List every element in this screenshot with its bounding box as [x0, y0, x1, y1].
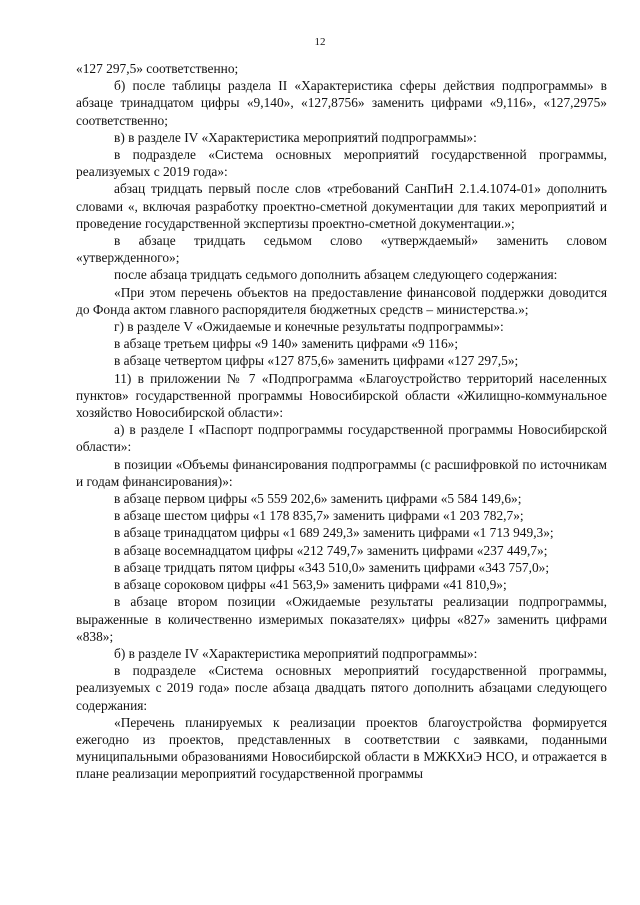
paragraph: 11) в приложении № 7 «Подпрограмма «Благоустройство территорий населенных пунктов» государственной программы Новосибирской области «Жилищно-коммунальное хозяйство Новосибирской области»:	[76, 370, 607, 421]
paragraph: в абзаце тридцать пятом цифры «343 510,0» заменить цифрами «343 757,0»;	[114, 559, 550, 575]
page-number: 12	[314, 36, 326, 48]
paragraph: в подразделе «Система основных мероприятий государственной программы, реализуемых с 2019 года»:	[76, 147, 607, 180]
paragraph: «127 297,5» соответственно;	[76, 61, 239, 76]
paragraph: в абзаце шестом цифры «1 178 835,7» заменить цифрами «1 203 782,7»;	[114, 508, 524, 524]
paragraph: в абзаце сороковом цифры «41 563,9» заменить цифрами «41 810,9»;	[114, 577, 507, 593]
paragraph: в абзаце тридцать седьмом слово «утверждаемый» заменить словом «утвержденного»;	[76, 233, 607, 266]
paragraph: б) в разделе IV «Характеристика мероприятий подпрограммы»:	[114, 645, 478, 661]
paragraph: в позиции «Объемы финансирования подпрограммы (с расшифровкой по источникам и годам финансирования)»:	[76, 456, 607, 489]
paragraph: «Перечень планируемых к реализации проектов благоустройства формируется ежегодно из проектов, представленных в соответствии с заявками, поданными муниципальными образованиями Новосибирской области в МЖКХиЭ НСО, и отражается в плане реализации мероприятий государственной программы	[76, 714, 607, 782]
paragraph: в абзаце четвертом цифры «127 875,6» заменить цифрами «127 297,5»;	[114, 353, 519, 369]
paragraph: в абзаце тринадцатом цифры «1 689 249,3» заменить цифрами «1 713 949,3»;	[114, 525, 554, 541]
paragraph: «При этом перечень объектов на предоставление финансовой поддержки доводится до Фонда актом главного распорядителя бюджетных средств – министерства.»;	[76, 284, 607, 317]
document-body	[76, 60, 607, 783]
paragraph: в абзаце восемнадцатом цифры «212 749,7» заменить цифрами «237 449,7»;	[114, 542, 548, 558]
paragraph: в подразделе «Система основных мероприятий государственной программы, реализуемых с 2019 года» после абзаца двадцать пятого дополнить абзацами следующего содержания:	[76, 663, 607, 713]
paragraph: г) в разделе V «Ожидаемые и конечные результаты подпрограммы»:	[114, 319, 504, 335]
paragraph: в абзаце третьем цифры «9 140» заменить цифрами «9 116»;	[114, 336, 459, 352]
paragraph: в) в разделе IV «Характеристика мероприятий подпрограммы»:	[114, 129, 477, 145]
paragraph: б) после таблицы раздела II «Характеристика сферы действия подпрограммы» в абзаце тринадцатом цифры «9,140», «127,8756» заменить цифрами «9,116», «127,2975» соответственно;	[76, 78, 607, 128]
paragraph: в абзаце втором позиции «Ожидаемые результаты реализации подпрограммы, выраженные в количественно измеримых показателях» цифры «827» заменить цифрами «838»;	[76, 594, 607, 644]
paragraph: абзац тридцать первый после слов «требований СанПиН 2.1.4.1074-01» дополнить словами «, включая разработку проектно-сметной документации для таких мероприятий и проведение государственной экспертизы проектно-сметной документации.»;	[76, 181, 607, 231]
paragraph: а) в разделе I «Паспорт подпрограммы государственной программы Новосибирской области»:	[76, 422, 607, 455]
paragraph: после абзаца тридцать седьмого дополнить абзацем следующего содержания:	[114, 267, 558, 283]
paragraph: в абзаце первом цифры «5 559 202,6» заменить цифрами «5 584 149,6»;	[114, 491, 522, 507]
